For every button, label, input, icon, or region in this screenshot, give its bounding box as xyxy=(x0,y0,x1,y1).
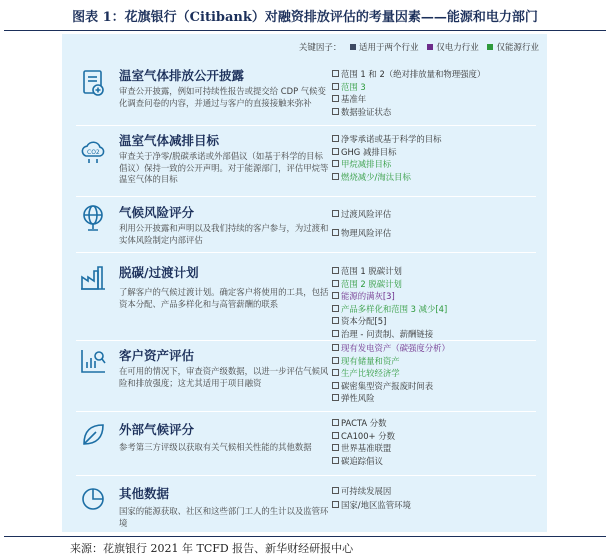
source-note: 来源：花旗银行 2021 年 TCFD 报告、新华财经研报中心 xyxy=(70,542,354,555)
section-description: 利用公开披露和声明以及我们持续的客户参与，为过渡和实体风险制定内部评估 xyxy=(119,223,329,245)
factor-list xyxy=(332,133,544,183)
section-description: 审查关于净零/脱碳承诺或外部倡议（如基于科学的目标倡议）保持一致的公开声明。对于能源部门，评估甲烷等温室气体的目标 xyxy=(119,151,329,184)
checkbox-icon xyxy=(332,70,339,77)
section-description: 国家的能源获取、社区和这些部门工人的生计以及监管环境 xyxy=(119,506,329,528)
pie-chart-icon xyxy=(78,484,108,514)
factor-item: 净零承诺或基于科学的目标 xyxy=(332,133,544,146)
section-divider xyxy=(76,411,536,412)
checkbox-icon xyxy=(332,267,339,274)
bottom-rule xyxy=(4,536,606,537)
factor-item: 基准年 xyxy=(332,93,544,106)
factor-item: 可持续发展因 xyxy=(332,484,544,498)
checkbox-icon xyxy=(332,229,339,236)
factor-item: 燃烧减少/淘汰目标 xyxy=(332,171,544,184)
section-title: 气候风险评分 xyxy=(119,205,195,220)
factor-item: 碳追踪倡议 xyxy=(332,455,544,468)
checkbox-icon xyxy=(332,487,339,494)
factor-item: 弹性风险 xyxy=(332,392,544,405)
section-divider xyxy=(76,475,536,476)
co2-cloud-icon xyxy=(78,135,108,165)
section-title: 其他数据 xyxy=(119,486,170,501)
checkbox-icon xyxy=(332,173,339,180)
svg-text:CO2: CO2 xyxy=(87,149,100,156)
checkbox-icon xyxy=(332,369,339,376)
checkbox-icon xyxy=(332,419,339,426)
checkbox-icon xyxy=(332,317,339,324)
factor-list xyxy=(332,68,544,118)
checkbox-icon xyxy=(332,280,339,287)
top-rule xyxy=(4,30,606,31)
factor-item: 物理风险评估 xyxy=(332,224,544,243)
legend-item-both: 适用于两个行业 xyxy=(359,43,419,53)
checkbox-icon xyxy=(332,160,339,167)
section-divider xyxy=(76,125,536,126)
factor-list xyxy=(332,205,544,243)
section-title: 外部气候评分 xyxy=(119,422,195,437)
section-description: 参考第三方评级以获取有关气候相关性能的其他数据 xyxy=(119,442,312,452)
factor-item: 产品多样化和范围 3 减少[4] xyxy=(332,303,544,316)
factor-item: 生产比较经济学 xyxy=(332,367,544,380)
figure-title: 图表 1：花旗银行（Citibank）对融资排放评估的考量因素——能源和电力部门 xyxy=(72,9,538,25)
checkbox-icon xyxy=(332,210,339,217)
factor-item: 数据验证状态 xyxy=(332,106,544,119)
checkbox-icon xyxy=(332,108,339,115)
factor-item: 甲烷减排目标 xyxy=(332,158,544,171)
analytics-icon xyxy=(78,346,108,376)
globe-risk-icon xyxy=(78,203,108,233)
legend-swatch-power xyxy=(427,44,433,50)
checkbox-icon xyxy=(332,83,339,90)
section-title: 温室气体减排目标 xyxy=(119,133,220,148)
factor-item: 碳密集型资产报废时间表 xyxy=(332,380,544,393)
legend-swatch-both xyxy=(350,44,356,50)
checkbox-icon xyxy=(332,292,339,299)
factor-item: 范围 1 和 2（绝对排放量和物理强度） xyxy=(332,68,544,81)
factor-item: 治理 - 问责制、薪酬链接 xyxy=(332,328,544,341)
section-title: 脱碳/过渡计划 xyxy=(119,265,199,280)
emissions-report-icon xyxy=(78,68,108,98)
factor-list xyxy=(332,342,544,405)
checkbox-icon xyxy=(332,382,339,389)
checkbox-icon xyxy=(332,501,339,508)
factor-item: 世界基准联盟 xyxy=(332,442,544,455)
content-panel xyxy=(62,34,547,532)
section-divider xyxy=(76,252,536,253)
checkbox-icon xyxy=(332,432,339,439)
checkbox-icon xyxy=(332,148,339,155)
factor-item: 现有发电资产（碳强度分析） xyxy=(332,342,544,355)
legend xyxy=(62,41,539,53)
factor-item: 范围 1 脱碳计划 xyxy=(332,265,544,278)
checkbox-icon xyxy=(332,394,339,401)
leaf-icon xyxy=(78,420,108,450)
factor-list xyxy=(332,417,544,467)
section-description: 了解客户的气候过渡计划。确定客户将使用的工具，包括资本分配、产品多样化和与高管薪酬的联系 xyxy=(119,287,329,309)
section-description: 审查公开披露，例如可持续性报告或提交给 CDP 气候变化调查问卷的内容，并通过与客户的直接接触来弥补 xyxy=(119,86,326,108)
factor-list xyxy=(332,265,544,341)
factor-item: 资本分配[5] xyxy=(332,315,544,328)
checkbox-icon xyxy=(332,95,339,102)
legend-swatch-energy xyxy=(487,44,493,50)
section-divider xyxy=(76,196,536,197)
checkbox-icon xyxy=(332,357,339,364)
checkbox-icon xyxy=(332,344,339,351)
factor-item: PACTA 分数 xyxy=(332,417,544,430)
section-divider xyxy=(76,340,536,341)
factor-item: GHG 减排目标 xyxy=(332,146,544,159)
checkbox-icon xyxy=(332,444,339,451)
checkbox-icon xyxy=(332,305,339,312)
section-title: 客户资产评估 xyxy=(119,348,195,363)
checkbox-icon xyxy=(332,457,339,464)
factory-icon xyxy=(78,263,108,293)
checkbox-icon xyxy=(332,330,339,337)
checkbox-icon xyxy=(332,135,339,142)
factor-item: 国家/地区监管环境 xyxy=(332,498,544,512)
factor-list xyxy=(332,484,544,512)
legend-item-power: 仅电力行业 xyxy=(436,43,479,53)
factor-item: 范围 2 脱碳计划 xyxy=(332,278,544,291)
section-title: 温室气体排放公开披露 xyxy=(119,68,245,83)
factor-item: CA100+ 分数 xyxy=(332,430,544,443)
legend-item-energy: 仅能源行业 xyxy=(496,43,539,53)
factor-item: 范围 3 xyxy=(332,81,544,94)
legend-label: 关键因子： xyxy=(298,43,342,53)
factor-item: 现有储量和资产 xyxy=(332,355,544,368)
factor-item: 过渡风险评估 xyxy=(332,205,544,224)
factor-item: 能源的满灰[3] xyxy=(332,290,544,303)
section-description: 在可用的情况下，审查资产级数据，以进一步评估气候风险和排放强度；这尤其适用于项目融资 xyxy=(119,366,329,388)
